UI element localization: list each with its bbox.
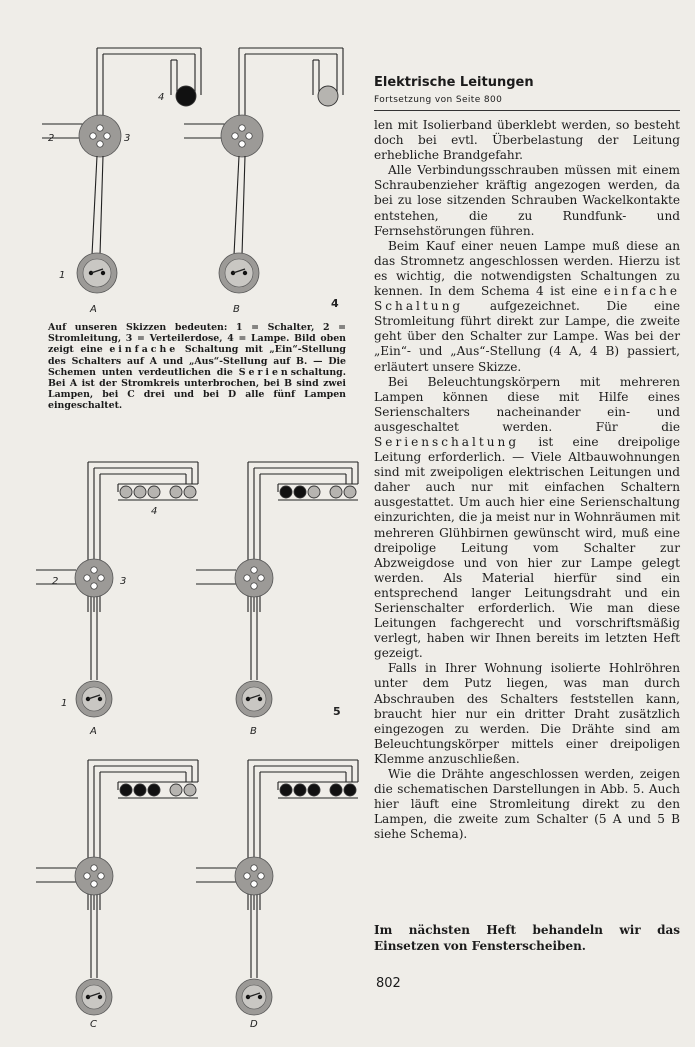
wire	[92, 156, 97, 255]
lamp-on	[134, 784, 146, 796]
lamp-off	[134, 486, 146, 498]
lamp-off	[318, 86, 338, 106]
text-run: aufgezeichnet. Die eine Stromleitung führt direkt zur Lampe, die zweite geht über den Schalter zur Lampe. Was bei der „Ein“- und „Aus“-Stellung (4 A, 4 B) passiert, erläutert unsere Skizze.	[374, 299, 680, 374]
lamp-on	[294, 486, 306, 498]
terminal	[84, 873, 90, 879]
lamp-off	[330, 486, 342, 498]
lamp-on	[176, 86, 196, 106]
lamp-on	[148, 784, 160, 796]
label-power-line: 2	[52, 576, 59, 587]
lamp-off	[120, 486, 132, 498]
switch-contact	[243, 271, 247, 275]
wire	[242, 156, 245, 255]
junction-box	[235, 559, 273, 597]
lamp-off	[148, 486, 160, 498]
wire	[234, 156, 239, 255]
label-variant-b: B	[250, 726, 257, 737]
lamp-off	[308, 486, 320, 498]
switch-contact	[258, 697, 262, 701]
lamp-off	[184, 486, 196, 498]
lamp-on	[280, 784, 292, 796]
label-switch: 1	[59, 270, 66, 281]
spaced-emphasis: einfache Schaltung	[374, 284, 680, 314]
label-variant-b: B	[233, 304, 240, 315]
paragraph	[374, 375, 680, 662]
lamp-off	[170, 784, 182, 796]
lamp-on	[120, 784, 132, 796]
figure-4-simple-circuit	[42, 48, 343, 315]
terminal	[258, 873, 264, 879]
terminal	[91, 583, 97, 589]
terminal	[251, 583, 257, 589]
label-variant-c: C	[90, 1019, 97, 1030]
label-power-line: 2	[48, 133, 55, 144]
terminal	[258, 575, 264, 581]
article-title: Elektrische Leitungen	[374, 75, 534, 90]
wire	[100, 156, 103, 255]
text-run: ist eine dreipolige Leitung erforderlich. — Viele Altbauwohnungen sind mit zweipoligen elektrischen Leitungen und daher auch nur mit einfachen Schaltern ausgestattet. Um auch hier eine Serienschaltung einzurichten, die ja meist nur in Wohnräumen mit mehreren Glühbirnen gewünscht wird, muß eine dreipolige Leitung vom Schalter zur Abzweigdose und von hier zur Lampe gelegt werden. Als Material hierfür sind ein entsprechend langer Leitungsdraht und ein Serienschalter erforderlich. Wie man diese Leitungen fachgerecht und vorschriftsmäßig verlegt, haben wir Ihnen bereits im letzten Heft gezeigt.	[374, 434, 680, 661]
terminal	[251, 881, 257, 887]
terminal	[84, 575, 90, 581]
label-lamp: 4	[158, 92, 165, 103]
terminal	[239, 125, 245, 131]
text-run: Wie die Drähte angeschlossen werden, zeigen die schematischen Darstellungen in Abb. 5. Auch hier läuft eine Stromleitung direkt zu den Lampen, die zweite zum Schalter (5 A und 5 B siehe Schema).	[374, 767, 680, 842]
switch-contact	[258, 995, 262, 999]
next-issue-note: Im nächsten Heft behandeln wir das Einsetzen von Fensterscheiben.	[374, 923, 680, 953]
switch-contact	[98, 697, 102, 701]
lamp-on	[344, 784, 356, 796]
text-run: Schaltung mit „Ein“-Stellung des Schalters auf A und „Aus“-Stellung auf B. — Die Schemen unten verdeutlichen die	[48, 344, 346, 378]
spaced-emphasis: Serienschaltung	[374, 434, 520, 449]
terminal	[90, 133, 96, 139]
switch-plate	[225, 259, 253, 287]
lamp-on	[308, 784, 320, 796]
terminal	[239, 141, 245, 147]
text-run: Auf unseren Skizzen bedeuten: 1 = Schalter, 2 = Stromleitung, 3 = Verteilerdose, 4 = Lampe. Bild oben zeigt eine	[48, 322, 346, 356]
junction-box	[235, 857, 273, 895]
text-run: Falls in Ihrer Wohnung isolierte Hohlröhren unter dem Putz liegen, was man durch Abschrauben des Schalters feststellen kann, braucht hier nur ein dritter Draht zusätzlich eingezogen zu werden. Die Drähte sind am Beleuchtungskörper mittels einer dreipoligen Klemme anzuschließen.	[374, 661, 680, 766]
spaced-emphasis: Serien	[238, 366, 291, 378]
paragraph	[374, 163, 680, 238]
terminal	[97, 125, 103, 131]
switch-plate	[82, 687, 106, 711]
lamp-off	[344, 486, 356, 498]
switch-plate	[242, 687, 266, 711]
lamp-off	[170, 486, 182, 498]
switch-plate	[82, 985, 106, 1009]
switch-contact	[98, 995, 102, 999]
lamp-on	[330, 784, 342, 796]
page-number: 802	[376, 976, 401, 991]
figure-caption	[48, 322, 346, 412]
label-switch: 1	[61, 698, 68, 709]
terminal	[244, 873, 250, 879]
terminal	[251, 567, 257, 573]
label-lamp: 4	[151, 506, 158, 517]
terminal	[232, 133, 238, 139]
label-variant-d: D	[250, 1019, 258, 1030]
text-run: len mit Isolierband überklebt werden, so besteht doch bei evtl. Überbelastung der Leitung erhebliche Brandgefahr.	[374, 118, 680, 163]
text-run: Bei Beleuchtungskörpern mit mehreren Lampen können diese mit Hilfe eines Serienschalters nacheinander ein- und ausgeschaltet werden. Für die	[374, 374, 680, 434]
junction-box	[75, 857, 113, 895]
article-body	[374, 118, 680, 843]
text-run: Beim Kauf einer neuen Lampe muß diese an das Stromnetz angeschlossen werden. Hierzu ist es wichtig, die notwendigsten Schaltungen zu kennen. In dem Schema 4 ist eine	[374, 238, 680, 299]
figure-number-4: 4	[331, 297, 339, 310]
lamp-off	[184, 784, 196, 796]
paragraph	[374, 661, 680, 767]
junction-box	[75, 559, 113, 597]
terminal	[251, 865, 257, 871]
lamp-on	[280, 486, 292, 498]
terminal	[97, 141, 103, 147]
junction-box	[221, 115, 263, 157]
paragraph	[374, 767, 680, 842]
label-variant-a: A	[90, 304, 97, 315]
terminal	[91, 567, 97, 573]
switch-plate	[83, 259, 111, 287]
junction-box	[79, 115, 121, 157]
figure-5-series-circuit	[36, 462, 358, 1030]
terminal	[91, 865, 97, 871]
lamp-on	[294, 784, 306, 796]
terminal	[104, 133, 110, 139]
terminal	[98, 873, 104, 879]
title-rule	[374, 110, 680, 111]
spaced-emphasis: einfache	[109, 344, 179, 356]
switch-contact	[101, 271, 105, 275]
terminal	[91, 881, 97, 887]
text-run: schaltung. Bei A ist der Stromkreis unterbrochen, bei B sind zwei Lampen, bei C drei und bei D alle fünf Lampen eingeschaltet.	[48, 366, 346, 412]
figure-number-5: 5	[333, 705, 341, 718]
label-junction-box: 3	[120, 576, 127, 587]
label-variant-a: A	[90, 726, 97, 737]
paragraph	[374, 239, 680, 375]
terminal	[246, 133, 252, 139]
label-junction-box: 3	[124, 133, 131, 144]
switch-plate	[242, 985, 266, 1009]
text-run: Alle Verbindungsschrauben müssen mit einem Schraubenzieher kräftig angezogen werden, da bei zu lose sitzenden Schrauben Wackelkontakte entstehen, die zu Rundfunk- und Fernsehstörungen führen.	[374, 163, 680, 238]
article-subtitle: Fortsetzung von Seite 800	[374, 95, 503, 105]
paragraph	[374, 118, 680, 163]
terminal	[98, 575, 104, 581]
terminal	[244, 575, 250, 581]
